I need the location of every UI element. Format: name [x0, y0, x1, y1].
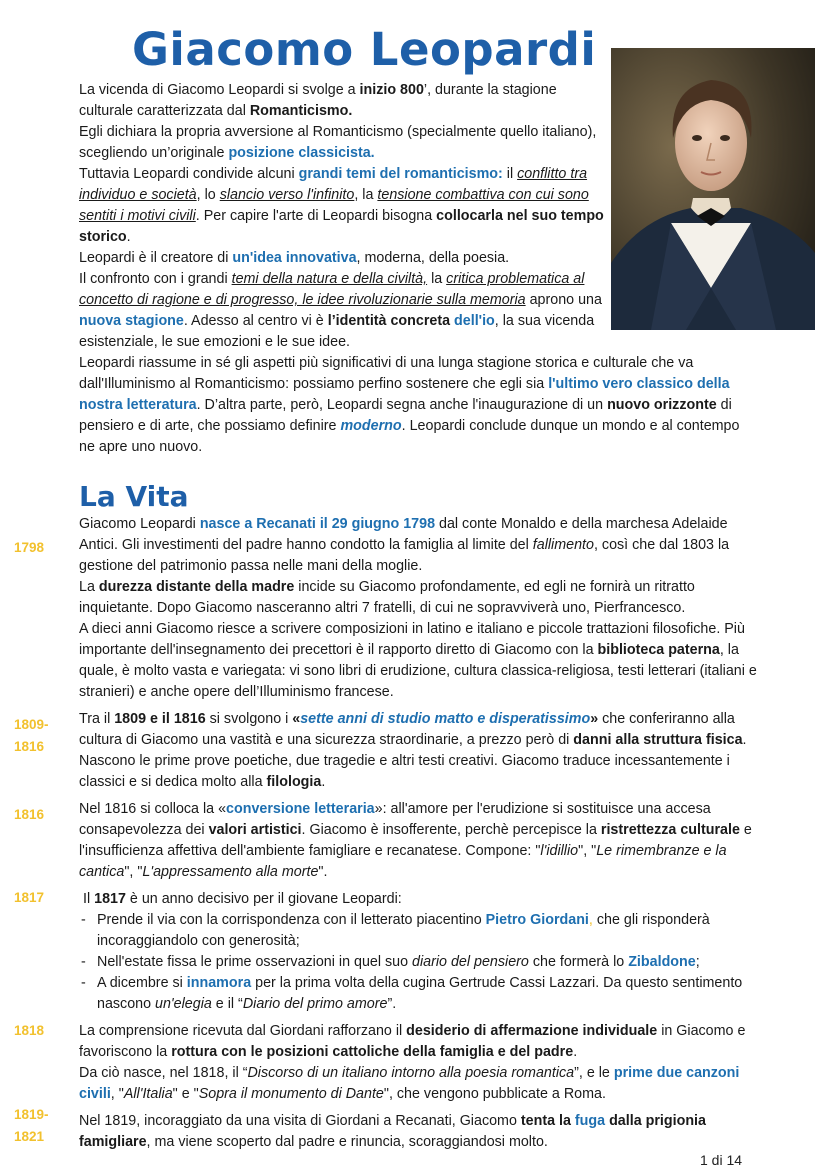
- vita-paragraph: La comprensione ricevuta dal Giordani rafforzano il desiderio di affermazione individuale in Giacomo e favoriscono la rottura con le posizioni cattoliche della famiglia e del padre.: [79, 1023, 746, 1060]
- intro-paragraph: Il confronto con i grandi temi della natura e della civiltà, la critica problematica al concetto di ragione e di progresso, le idee rivoluzionarie sulla memoria aprono una nuova stagione. Adesso al centro vi è l’identità concreta dell'io, la sua vicenda esistenziale, le sue emozioni e le sue idee.: [79, 271, 602, 350]
- vita-paragraph: Giacomo Leopardi nasce a Recanati il 29 giugno 1798 dal conte Monaldo e della marchesa Adelaide Antici. Gli investimenti del padre hanno condotto la famiglia al limite del fallimento, così che dal 1803 la gestione del patrimonio passa nelle mani della moglie.: [79, 516, 730, 574]
- intro-text: [79, 80, 753, 458]
- list-item: - Prende il via con la corrispondenza con il letterato piacentino Pietro Giordani, che gli risponderà incoraggiandolo con generosità;: [97, 910, 759, 952]
- intro-paragraph: Leopardi è il creatore di un'idea innovativa, moderna, della poesia.: [79, 250, 510, 266]
- list-item: - A dicembre si innamora per la prima volta della cugina Gertrude Cassi Lazzari. Da questo sentimento nascono un'elegia e il “Diario del primo amore”.: [97, 973, 759, 1015]
- year-marker: 1809-: [14, 717, 49, 732]
- vita-paragraph: Tra il 1809 e il 1816 si svolgono i «sette anni di studio matto e disperatissimo» che conferiranno alla cultura di Giacomo una vastità e una sicurezza straordinarie, a prezzo però di danni alla struttura fisica. Nascono le prime prove poetiche, due tragedie e altri testi creativi. Giacomo traduce incessantemente i classici e si dedica molto alla filologia.: [79, 711, 747, 790]
- list-item: - Nell'estate fissa le prime osservazioni in quel suo diario del pensiero che formerà lo Zibaldone;: [97, 952, 759, 973]
- section-title-vita: La Vita: [79, 480, 189, 513]
- year-marker: 1816: [14, 739, 45, 754]
- year-marker: 1798: [14, 540, 45, 555]
- intro-paragraph: Tuttavia Leopardi condivide alcuni grandi temi del romanticismo: il conflitto tra individuo e società, lo slancio verso l'infinito, la tensione combattiva con cui sono sentiti i motivi civili. Per capire l'arte di Leopardi bisogna collocarla nel suo tempo storico.: [79, 166, 604, 245]
- vita-text: [79, 514, 759, 1153]
- year-marker: 1819-: [14, 1107, 49, 1122]
- year-marker: 1816: [14, 807, 45, 822]
- page-title: Giacomo Leopardi: [132, 23, 597, 76]
- year-marker: 1821: [14, 1129, 45, 1144]
- vita-paragraph: A dieci anni Giacomo riesce a scrivere composizioni in latino e italiano e piccole trattazioni filosofiche. Più importante dell'insegnamento dei precettori è il rapporto diretto di Giacomo con la biblioteca paterna, la quale, è molto vasta e variegata: vi sono libri di erudizione, cultura classica-religiosa, testi letterari (italiani e stranieri) e anche opere dell’Illuminismo francese.: [79, 621, 757, 700]
- vita-paragraph: Nel 1816 si colloca la «conversione letteraria»: all'amore per l'erudizione si sostituisce una accesa consapevolezza dei valori artistici. Giacomo è insofferente, perchè percepisce la ristrettezza culturale e l'insufficienza affettiva dell'ambiente famigliare e recanatese. Compone: "l'idillio", "Le rimembranze e la cantica", "L'appressamento alla morte".: [79, 801, 752, 880]
- events-1817-list: [79, 910, 759, 1015]
- vita-paragraph: Da ciò nasce, nel 1818, il “Discorso di un italiano intorno alla poesia romantica”, e le prime due canzoni civili, "All'Italia" e "Sopra il monumento di Dante", che vengono pubblicate a Roma.: [79, 1065, 740, 1102]
- intro-paragraph: La vicenda di Giacomo Leopardi si svolge a inizio 800’, durante la stagione culturale caratterizzata dal Romanticismo.: [79, 82, 557, 119]
- year-marker: 1817: [14, 890, 45, 905]
- year-marker: 1818: [14, 1023, 45, 1038]
- intro-paragraph: Leopardi riassume in sé gli aspetti più significativi di una lunga stagione storica e culturale che va dall'Illuminismo al Romanticismo: possiamo perfino sostenere che egli sia l'ultimo vero classico della nostra letteratura. D’altra parte, però, Leopardi segna anche l'inaugurazione di un nuovo orizzonte di pensiero e di arte, che possiamo definire moderno. Leopardi conclude dunque un mondo e al contempo ne apre uno nuovo.: [79, 355, 740, 455]
- vita-paragraph: La durezza distante della madre incide su Giacomo profondamente, ed egli ne fornirà un ritratto inquietante. Dopo Giacomo nasceranno altri 7 fratelli, di cui ne sopravviverà uno, Pierfrancesco.: [79, 579, 695, 616]
- vita-paragraph: Nel 1819, incoraggiato da una visita di Giordani a Recanati, Giacomo tenta la fuga dalla prigionia famigliare, ma viene scoperto dal padre e rinuncia, scoraggiandosi molto.: [79, 1113, 706, 1150]
- page-number: 1 di 14: [700, 1152, 743, 1168]
- intro-paragraph: Egli dichiara la propria avversione al Romanticismo (specialmente quello italiano), scegliendo un’originale posizione classicista.: [79, 124, 597, 161]
- vita-paragraph: Il 1817 è un anno decisivo per il giovane Leopardi:: [83, 891, 402, 907]
